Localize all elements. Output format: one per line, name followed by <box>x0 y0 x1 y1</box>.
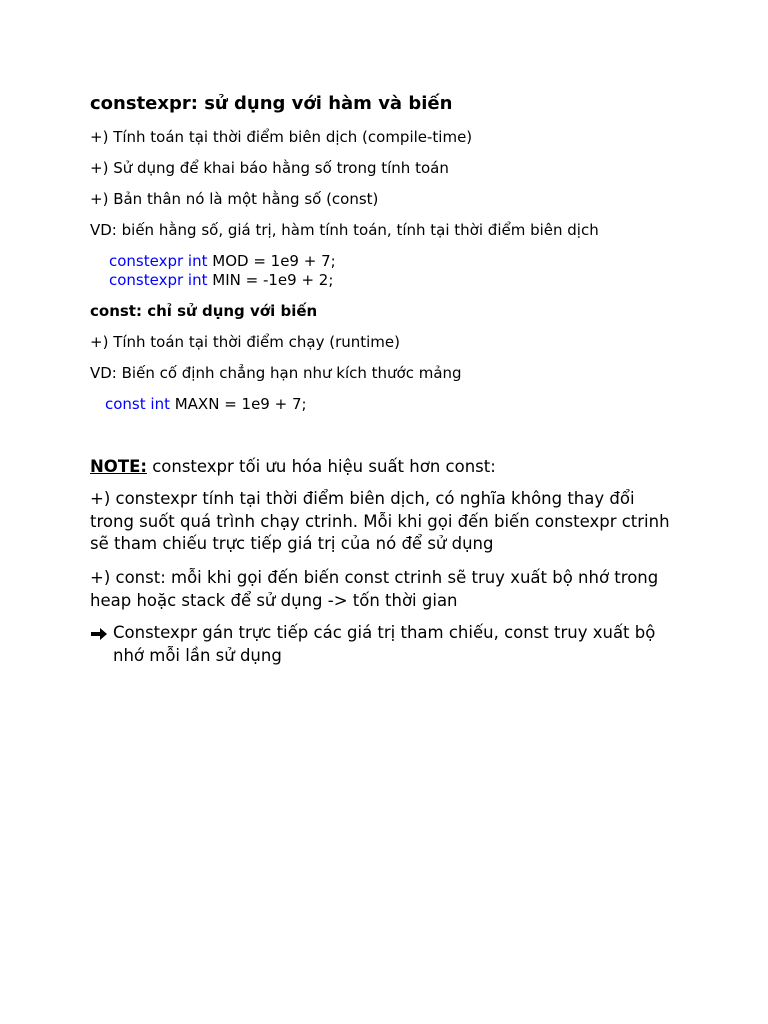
note-text: constexpr tối ưu hóa hiệu suất hơn const: <box>146 457 496 476</box>
code-line-mod <box>109 252 336 270</box>
section-const-title: const: chỉ sử dụng với biến <box>90 302 318 320</box>
code-line-maxn <box>105 395 307 413</box>
note-conclusion <box>90 622 680 667</box>
code-line-min <box>109 271 333 289</box>
note-label: NOTE: <box>90 457 147 476</box>
document-page <box>90 0 680 1024</box>
code-statement: MOD = 1e9 + 7; <box>207 252 336 270</box>
code-statement: MAXN = 1e9 + 7; <box>169 395 307 413</box>
note-paragraph-const: +) const: mỗi khi gọi đến biến const ctrinh sẽ truy xuất bộ nhớ trong heap hoặc stack để sử dụng -> tốn thời gian <box>90 568 659 610</box>
note-heading <box>90 456 680 479</box>
section-constexpr-title: constexpr: sử dụng với hàm và biến <box>90 93 453 114</box>
constexpr-point-2: +) Sử dụng để khai báo hằng số trong tính toán <box>90 159 449 177</box>
note-paragraph-constexpr: +) constexpr tính tại thời điểm biên dịch, có nghĩa không thay đổi trong suốt quá trình chạy ctrinh. Mỗi khi gọi đến biến constexpr ctrinh sẽ tham chiếu trực tiếp giá trị của nó để sử dụng <box>90 489 670 553</box>
conclusion-text: Constexpr gán trực tiếp các giá trị tham chiếu, const truy xuất bộ nhớ mỗi lần sử dụng <box>113 623 656 665</box>
const-point-1: +) Tính toán tại thời điểm chạy (runtime) <box>90 333 400 351</box>
constexpr-example-intro: VD: biến hằng số, giá trị, hàm tính toán, tính tại thời điểm biên dịch <box>90 221 599 239</box>
constexpr-point-1: +) Tính toán tại thời điểm biên dịch (compile-time) <box>90 128 473 146</box>
const-example-intro: VD: Biến cố định chẳng hạn như kích thước mảng <box>90 364 462 382</box>
constexpr-point-3: +) Bản thân nó là một hằng số (const) <box>90 190 379 208</box>
code-keyword: constexpr int <box>109 271 208 289</box>
code-keyword: constexpr int <box>109 252 208 270</box>
code-statement: MIN = -1e9 + 2; <box>207 271 334 289</box>
code-keyword: const int <box>105 395 170 413</box>
right-arrow-icon <box>90 622 113 667</box>
